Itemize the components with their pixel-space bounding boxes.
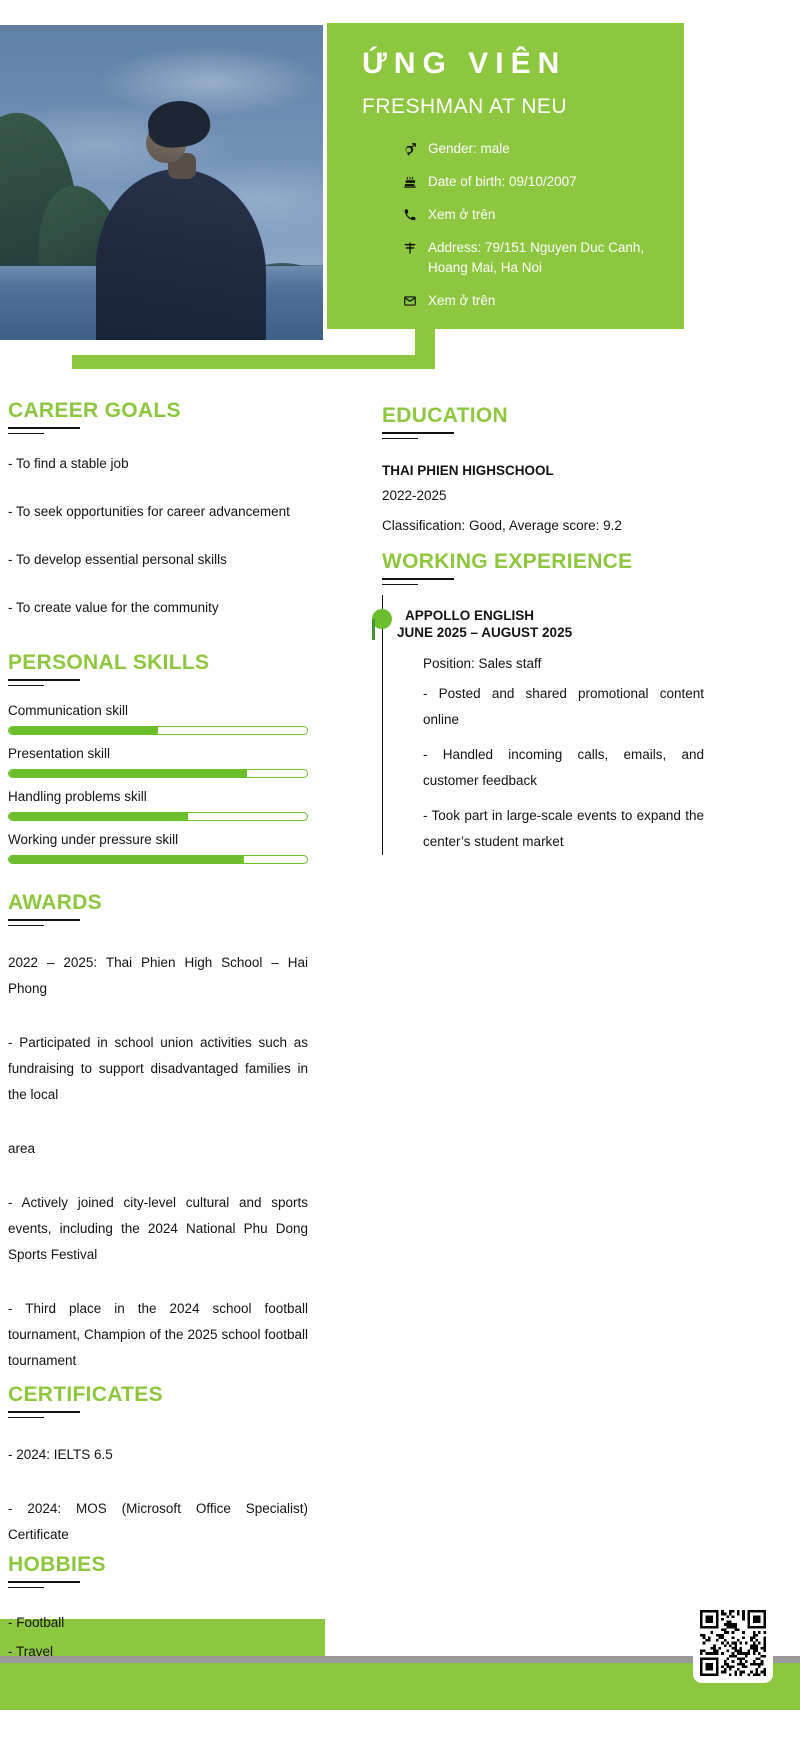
skill-bar-fill [9, 856, 244, 863]
footer-green-bar [0, 1663, 800, 1710]
skill-bar-fill [9, 813, 188, 820]
experience-company: APPOLLO ENGLISH [405, 608, 535, 623]
personal-skills-heading: PERSONAL SKILLS [8, 651, 210, 674]
hobbies-list [8, 1610, 308, 1665]
skills-list [8, 702, 308, 864]
skill-label: Communication skill [8, 703, 129, 718]
contact-text: Xem ở trên [428, 293, 496, 308]
gender-icon [403, 142, 417, 156]
section-working-experience [382, 551, 704, 855]
experience-timeline [382, 595, 704, 855]
header-connector-bar [72, 355, 435, 369]
certificates-heading: CERTIFICATES [8, 1383, 163, 1406]
hobby-item: - Travel [8, 1644, 54, 1659]
experience-heading: WORKING EXPERIENCE [382, 550, 633, 573]
section-career-goals [8, 400, 308, 616]
skill-bar-fill [9, 770, 247, 777]
header-block [327, 23, 684, 329]
section-education [382, 405, 704, 533]
heading-underline [8, 679, 80, 681]
experience-position: Position: Sales staff [423, 656, 542, 671]
award-item: area [8, 1141, 36, 1156]
experience-bullets [383, 681, 704, 855]
skill-bar-track [8, 855, 308, 864]
award-item: - Participated in school union activities such as fundraising to support disadvantaged families in the local [8, 1035, 308, 1102]
skill-label: Presentation skill [8, 746, 111, 761]
contact-text: Address: 79/151 Nguyen Duc Canh, Hoang Mai, Ha Noi [428, 240, 645, 275]
award-item: - Actively joined city-level cultural and sports events, including the 2024 National Phu Dong Sports Festival [8, 1195, 308, 1262]
heading-underline-short [8, 1417, 44, 1419]
skill-bar-track [8, 769, 308, 778]
experience-bullet: - Handled incoming calls, emails, and customer feedback [423, 747, 704, 788]
award-item: - Third place in the 2024 school football tournament, Champion of the 2025 school football tournament [8, 1301, 308, 1368]
skill-label: Working under pressure skill [8, 832, 179, 847]
contact-row [403, 291, 659, 311]
education-heading: EDUCATION [382, 404, 508, 427]
experience-period: JUNE 2025 – AUGUST 2025 [397, 625, 573, 640]
award-item: 2022 – 2025: Thai Phien High School – Hai Phong [8, 955, 308, 996]
hobbies-heading: HOBBIES [8, 1553, 106, 1576]
skill-bar-fill [9, 727, 158, 734]
contact-row [403, 205, 659, 225]
career-goal-item: - To seek opportunities for career advancement [8, 504, 290, 519]
skill-row [8, 831, 308, 864]
qr-code-pattern [700, 1610, 766, 1676]
section-awards [8, 892, 308, 1374]
education-school: THAI PHIEN HIGHSCHOOL [382, 463, 554, 478]
experience-bullet: - Posted and shared promotional content online [423, 686, 704, 727]
career-goals-heading: CAREER GOALS [8, 399, 181, 422]
heading-underline-short [382, 584, 418, 586]
contact-text: Xem ở trên [428, 207, 496, 222]
contact-text: Gender: male [428, 141, 510, 156]
section-personal-skills [8, 652, 308, 864]
skill-bar-track [8, 812, 308, 821]
contact-row [403, 238, 659, 278]
heading-underline-short [8, 1587, 44, 1589]
contact-text: Date of birth: 09/10/2007 [428, 174, 577, 189]
skill-row [8, 788, 308, 821]
heading-underline [8, 919, 80, 921]
email-icon [403, 294, 417, 308]
right-column [382, 405, 704, 855]
heading-underline-short [8, 925, 44, 927]
awards-list [8, 950, 308, 1374]
phone-icon [403, 208, 417, 222]
photo-person-hair [146, 98, 212, 150]
awards-heading: AWARDS [8, 891, 102, 914]
career-goal-item: - To develop essential personal skills [8, 552, 227, 567]
contact-row [403, 172, 659, 192]
hobby-item: - Football [8, 1615, 65, 1630]
heading-underline [382, 578, 454, 580]
birthday-cake-icon [403, 175, 417, 189]
certificates-list [8, 1442, 308, 1548]
heading-underline-short [382, 438, 418, 440]
certificate-item: - 2024: MOS (Microsoft Office Specialist) Certificate [8, 1501, 308, 1542]
career-goal-item: - To find a stable job [8, 456, 129, 471]
skill-row [8, 745, 308, 778]
section-hobbies [8, 1554, 308, 1665]
profile-photo [0, 25, 323, 340]
photo-person-body [96, 169, 266, 340]
qr-code [693, 1603, 773, 1683]
skill-label: Handling problems skill [8, 789, 147, 804]
contact-list [403, 139, 659, 311]
heading-underline-short [8, 685, 44, 687]
heading-underline-short [8, 433, 44, 435]
career-goal-item: - To create value for the community [8, 600, 219, 615]
timeline-dot [372, 609, 392, 629]
timeline-tick [372, 619, 375, 640]
experience-bullet: - Took part in large-scale events to expand the center’s student market [423, 808, 704, 849]
heading-underline [8, 427, 80, 429]
skill-bar-track [8, 726, 308, 735]
heading-underline [8, 1411, 80, 1413]
contact-row [403, 139, 659, 159]
certificate-item: - 2024: IELTS 6.5 [8, 1447, 113, 1462]
skill-row [8, 702, 308, 735]
candidate-subtitle: FRESHMAN AT NEU [362, 95, 568, 118]
left-column [8, 400, 308, 1668]
address-signpost-icon [403, 241, 417, 255]
candidate-title: ỨNG VIÊN [362, 47, 567, 80]
heading-underline [382, 432, 454, 434]
education-detail: Classification: Good, Average score: 9.2 [382, 518, 622, 533]
education-years: 2022-2025 [382, 488, 447, 503]
career-goals-list [8, 455, 308, 616]
heading-underline [8, 1581, 80, 1583]
section-certificates [8, 1384, 308, 1548]
